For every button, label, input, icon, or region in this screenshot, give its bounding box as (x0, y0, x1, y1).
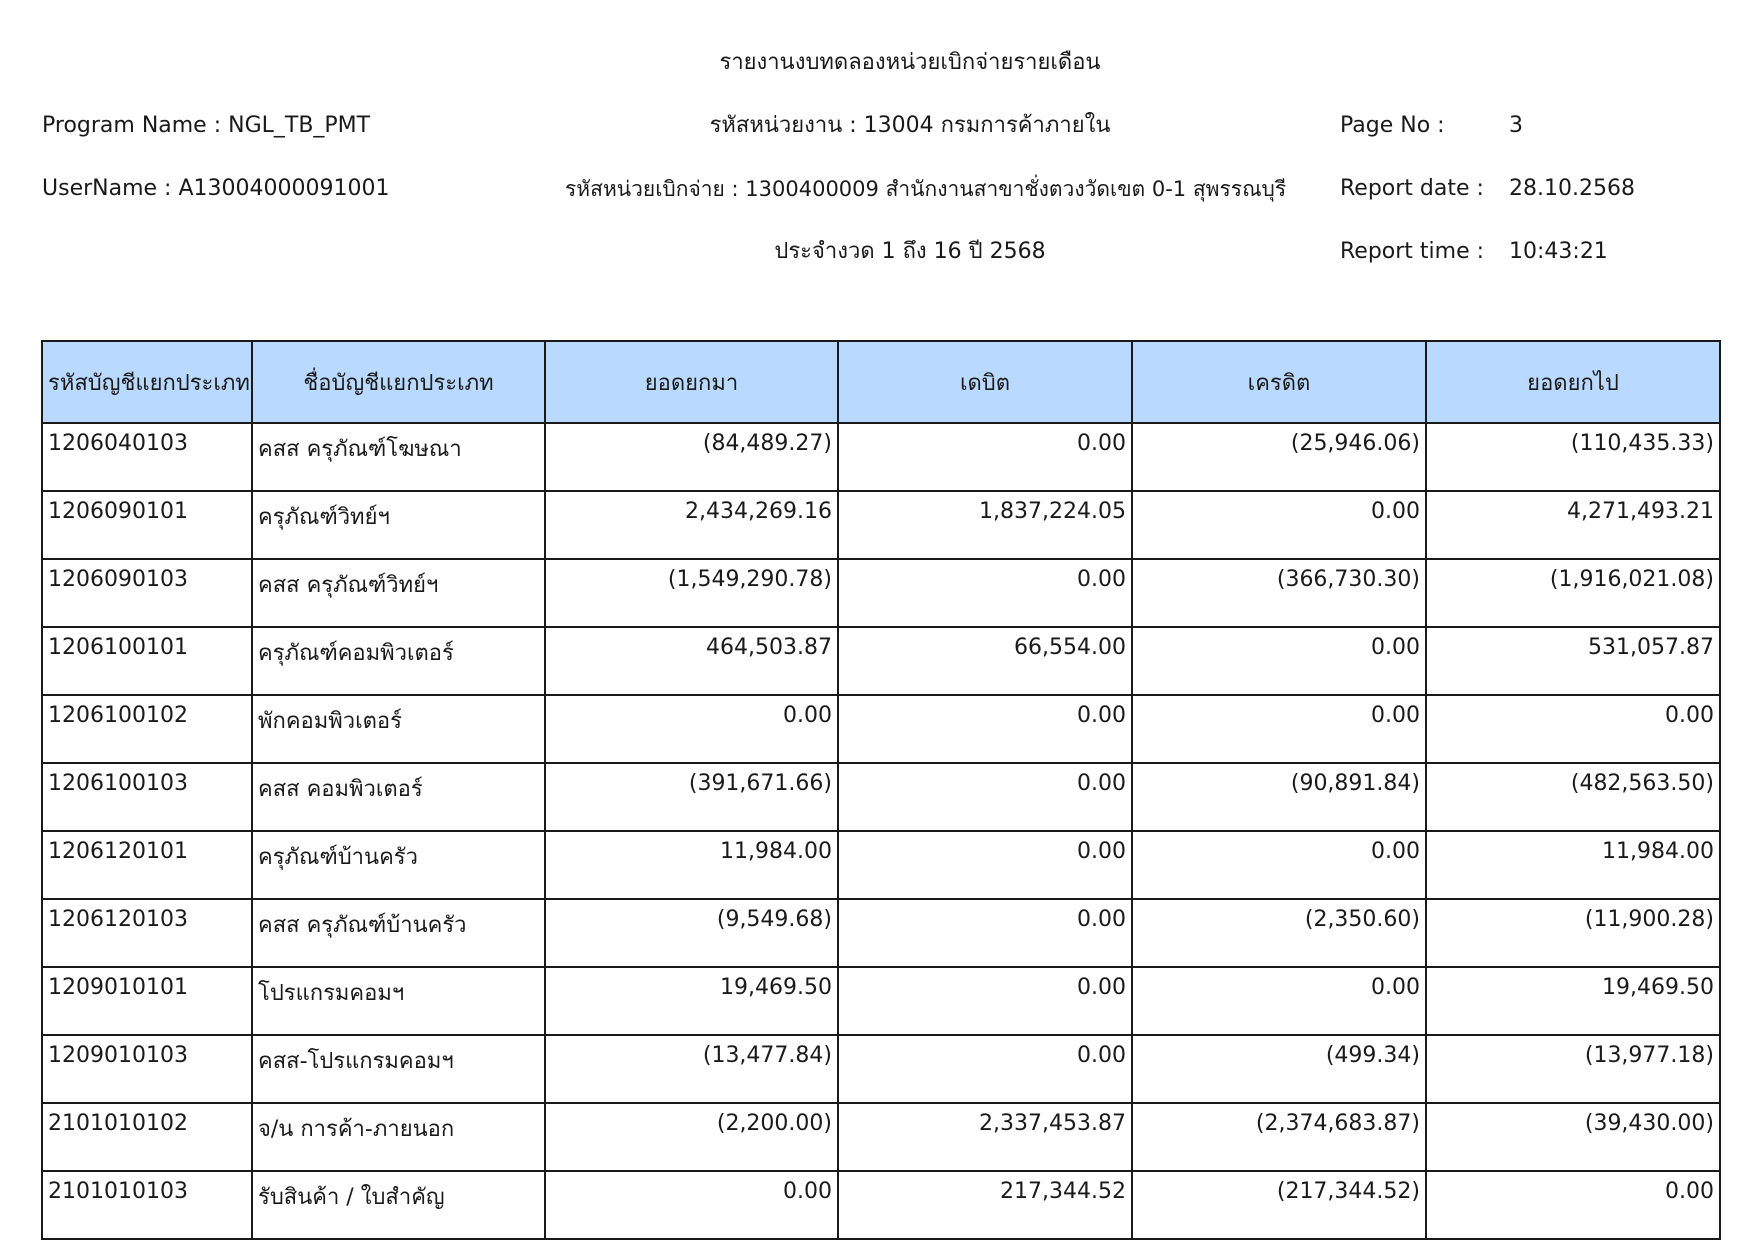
closing-balance: (110,435.33) (1426, 423, 1720, 491)
opening-balance: 19,469.50 (545, 967, 838, 1035)
closing-balance: (39,430.00) (1426, 1103, 1720, 1171)
opening-balance: (13,477.84) (545, 1035, 838, 1103)
closing-balance: (13,977.18) (1426, 1035, 1720, 1103)
credit: 0.00 (1132, 695, 1426, 763)
account-code: 1206100103 (42, 763, 252, 831)
closing-balance: 531,057.87 (1426, 627, 1720, 695)
account-code: 1209010101 (42, 967, 252, 1035)
credit: (2,374,683.87) (1132, 1103, 1426, 1171)
account-name: คสส-โปรแกรมคอมฯ (252, 1035, 545, 1103)
table-row (42, 423, 1720, 491)
credit: 0.00 (1132, 491, 1426, 559)
header-account-name: ชื่อบัญชีแยกประเภท (252, 341, 545, 423)
opening-balance: 0.00 (545, 695, 838, 763)
closing-balance: 19,469.50 (1426, 967, 1720, 1035)
table-header-row (42, 341, 1720, 423)
table-row (42, 1171, 1720, 1239)
table-row (42, 559, 1720, 627)
table-row (42, 831, 1720, 899)
table-row (42, 627, 1720, 695)
user-name: UserName : A13004000091001 (42, 176, 390, 201)
account-code: 2101010102 (42, 1103, 252, 1171)
account-name: ครุภัณฑ์วิทย์ฯ (252, 491, 545, 559)
account-code: 2101010103 (42, 1171, 252, 1239)
trial-balance-table (41, 340, 1721, 1240)
credit: 0.00 (1132, 831, 1426, 899)
table-row (42, 491, 1720, 559)
credit: 0.00 (1132, 967, 1426, 1035)
account-code: 1206090101 (42, 491, 252, 559)
account-name: จ/น การค้า-ภายนอก (252, 1103, 545, 1171)
report-date-label: Report date : (1340, 176, 1484, 201)
table-row (42, 1103, 1720, 1171)
report-title: รายงานงบทดลองหน่วยเบิกจ่ายรายเดือน (719, 50, 1101, 75)
account-name: คสส ครุภัณฑ์วิทย์ฯ (252, 559, 545, 627)
opening-balance: (2,200.00) (545, 1103, 838, 1171)
report-date-value: 28.10.2568 (1509, 176, 1635, 201)
opening-balance: 0.00 (545, 1171, 838, 1239)
header-opening-balance: ยอดยกมา (545, 341, 838, 423)
account-code: 1206100102 (42, 695, 252, 763)
account-name: พักคอมพิวเตอร์ (252, 695, 545, 763)
debit: 0.00 (838, 423, 1132, 491)
credit: 0.00 (1132, 627, 1426, 695)
debit: 66,554.00 (838, 627, 1132, 695)
table-row (42, 967, 1720, 1035)
account-code: 1206120101 (42, 831, 252, 899)
table-row (42, 1035, 1720, 1103)
page-no-label: Page No : (1340, 113, 1445, 138)
report-time-label: Report time : (1340, 239, 1485, 264)
header-credit: เครดิต (1132, 341, 1426, 423)
debit: 0.00 (838, 695, 1132, 763)
account-name: ครุภัณฑ์คอมพิวเตอร์ (252, 627, 545, 695)
report-period: ประจำงวด 1 ถึง 16 ปี 2568 (774, 239, 1046, 264)
report-time-value: 10:43:21 (1509, 239, 1608, 264)
account-code: 1206040103 (42, 423, 252, 491)
page-no-value: 3 (1509, 113, 1523, 138)
account-name: รับสินค้า / ใบสำคัญ (252, 1171, 545, 1239)
account-name: ครุภัณฑ์บ้านครัว (252, 831, 545, 899)
table-row (42, 899, 1720, 967)
disbursing-unit: รหัสหน่วยเบิกจ่าย : 1300400009 สำนักงานสาขาชั่งตวงวัดเขต 0-1 สุพรรณบุรี (565, 177, 1287, 201)
closing-balance: 0.00 (1426, 695, 1720, 763)
opening-balance: (1,549,290.78) (545, 559, 838, 627)
debit: 217,344.52 (838, 1171, 1132, 1239)
table-row (42, 695, 1720, 763)
opening-balance: (9,549.68) (545, 899, 838, 967)
account-code: 1206100101 (42, 627, 252, 695)
account-code: 1206090103 (42, 559, 252, 627)
opening-balance: (391,671.66) (545, 763, 838, 831)
credit: (25,946.06) (1132, 423, 1426, 491)
credit: (499.34) (1132, 1035, 1426, 1103)
debit: 0.00 (838, 899, 1132, 967)
account-name: คสส ครุภัณฑ์โฆษณา (252, 423, 545, 491)
debit: 0.00 (838, 967, 1132, 1035)
closing-balance: (482,563.50) (1426, 763, 1720, 831)
closing-balance: 4,271,493.21 (1426, 491, 1720, 559)
credit: (366,730.30) (1132, 559, 1426, 627)
credit: (2,350.60) (1132, 899, 1426, 967)
debit: 0.00 (838, 831, 1132, 899)
closing-balance: (11,900.28) (1426, 899, 1720, 967)
debit: 2,337,453.87 (838, 1103, 1132, 1171)
header-closing-balance: ยอดยกไป (1426, 341, 1720, 423)
account-code: 1209010103 (42, 1035, 252, 1103)
opening-balance: 464,503.87 (545, 627, 838, 695)
closing-balance: (1,916,021.08) (1426, 559, 1720, 627)
account-name: โปรแกรมคอมฯ (252, 967, 545, 1035)
credit: (90,891.84) (1132, 763, 1426, 831)
opening-balance: (84,489.27) (545, 423, 838, 491)
agency-code: รหัสหน่วยงาน : 13004 กรมการค้าภายใน (709, 113, 1111, 138)
header-account-code: รหัสบัญชีแยกประเภท (42, 341, 252, 423)
debit: 0.00 (838, 1035, 1132, 1103)
opening-balance: 2,434,269.16 (545, 491, 838, 559)
opening-balance: 11,984.00 (545, 831, 838, 899)
closing-balance: 0.00 (1426, 1171, 1720, 1239)
closing-balance: 11,984.00 (1426, 831, 1720, 899)
table-row (42, 763, 1720, 831)
debit: 1,837,224.05 (838, 491, 1132, 559)
credit: (217,344.52) (1132, 1171, 1426, 1239)
account-name: คสส คอมพิวเตอร์ (252, 763, 545, 831)
header-debit: เดบิต (838, 341, 1132, 423)
debit: 0.00 (838, 559, 1132, 627)
debit: 0.00 (838, 763, 1132, 831)
account-code: 1206120103 (42, 899, 252, 967)
account-name: คสส ครุภัณฑ์บ้านครัว (252, 899, 545, 967)
program-name: Program Name : NGL_TB_PMT (42, 113, 371, 138)
